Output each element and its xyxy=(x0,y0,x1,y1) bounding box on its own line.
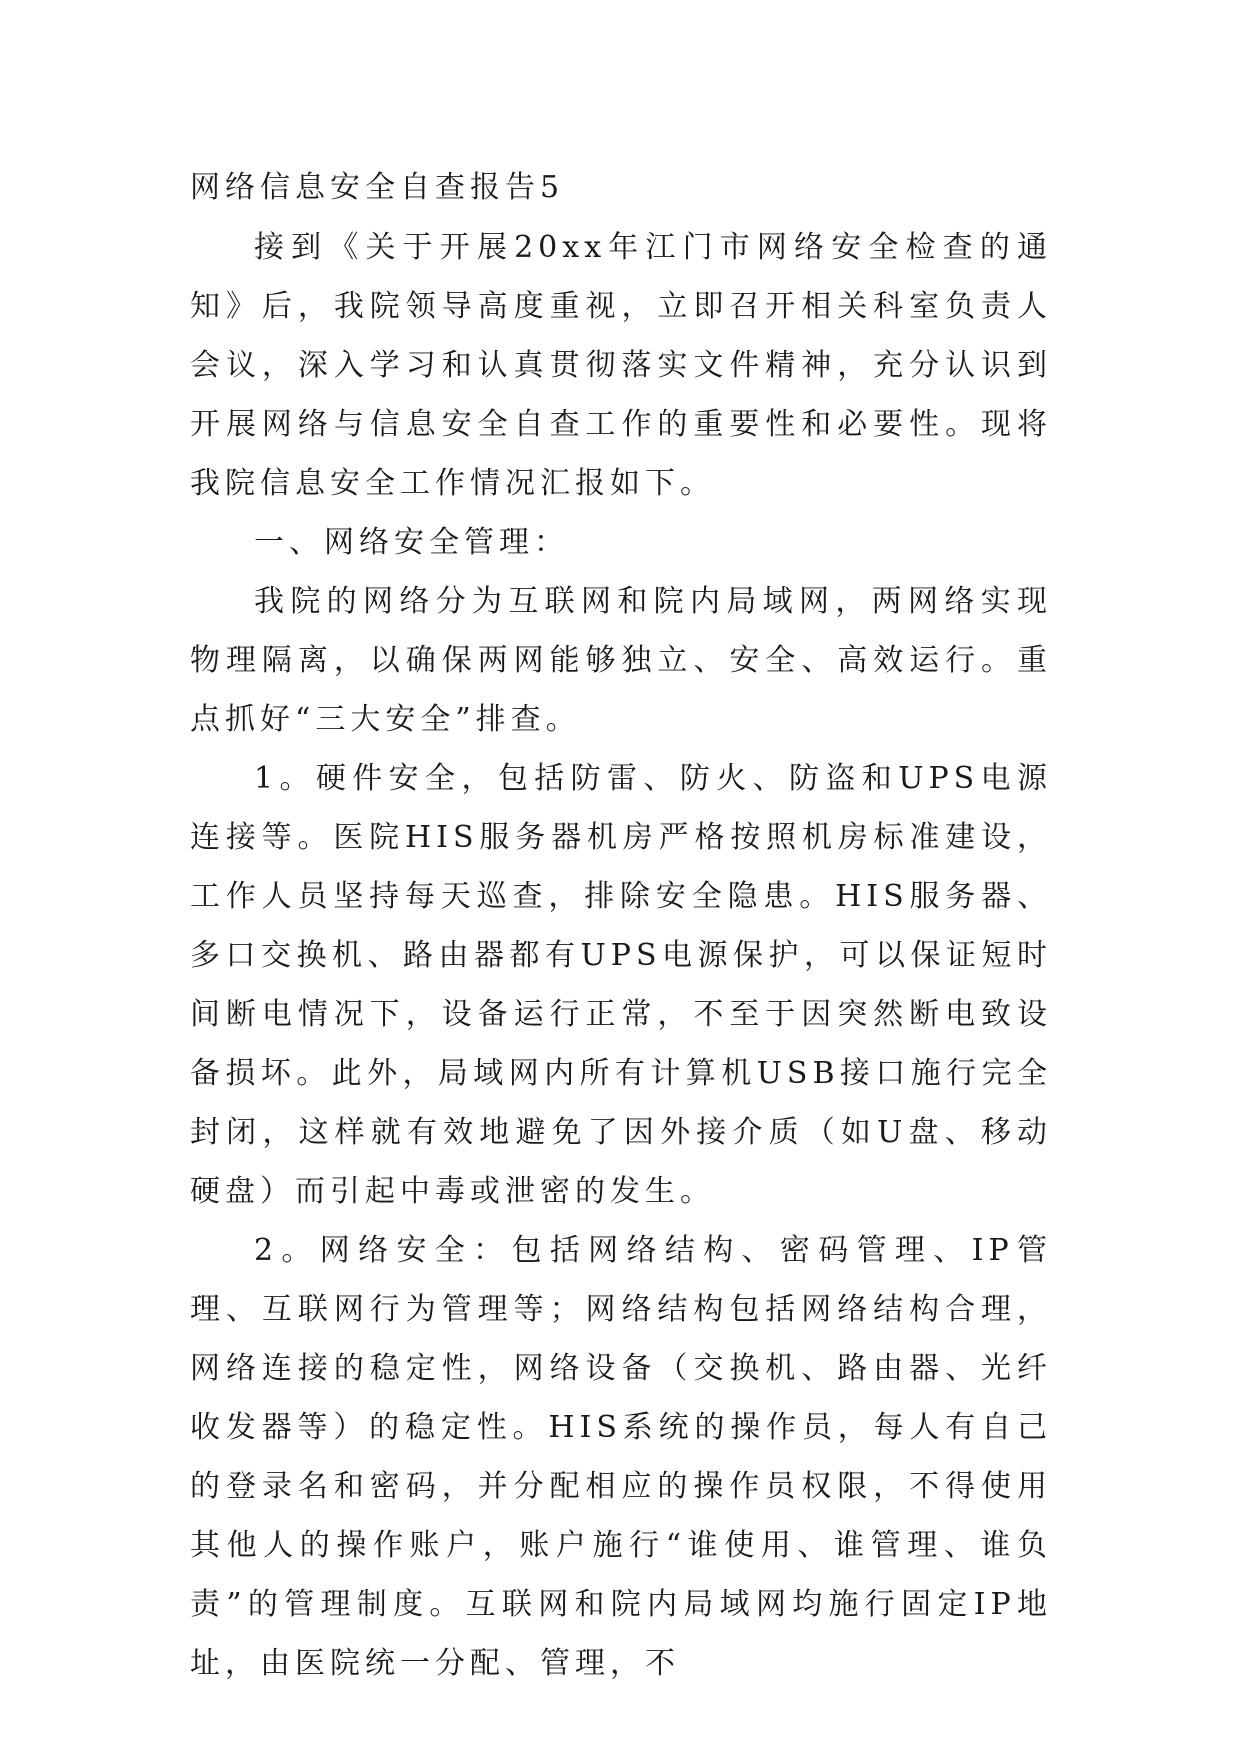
section-heading-network-security: 一、网络安全管理： xyxy=(254,525,569,560)
paragraph-hardware-security: 1。硬件安全，包括防雷、防火、防盗和UPS电源连接等。医院HIS服务器机房严格按照机房标准建设，工作人员坚持每天巡查，排除安全隐患。HIS服务器、多口交换机、路由器都有UPS电源保护，可以保证短时间断电情况下，设备运行正常，不至于因突然断电致设备损坏。此外，局域网内所有计算机USB接口施行完全封闭，这样就有效地避免了因外接介质（如U盘、移动硬盘）而引起中毒或泄密的发生。 xyxy=(190,761,1052,1209)
paragraph-network-security: 2。网络安全：包括网络结构、密码管理、IP管理、互联网行为管理等；网络结构包括网络结构合理，网络连接的稳定性，网络设备（交换机、路由器、光纤收发器等）的稳定性。HIS系统的操作员，每人有自己的登录名和密码，并分配相应的操作员权限，不得使用其他人的操作账户，账户施行“谁使用、谁管理、谁负责”的管理制度。互联网和院内局域网均施行固定IP地址，由医院统一分配、管理，不 xyxy=(190,1233,1052,1681)
document-title: 网络信息安全自查报告5 xyxy=(190,170,565,205)
paragraph-intro: 接到《关于开展20xx年江门市网络安全检查的通知》后，我院领导高度重视，立即召开相关科室负责人会议，深入学习和认真贯彻落实文件精神，充分认识到开展网络与信息安全自查工作的重要性和必要性。现将我院信息安全工作情况汇报如下。 xyxy=(190,230,1052,501)
document-body xyxy=(190,158,1052,1693)
paragraph-network-overview: 我院的网络分为互联网和院内局域网，两网络实现物理隔离，以确保两网能够独立、安全、高效运行。重点抓好“三大安全”排查。 xyxy=(190,584,1052,737)
